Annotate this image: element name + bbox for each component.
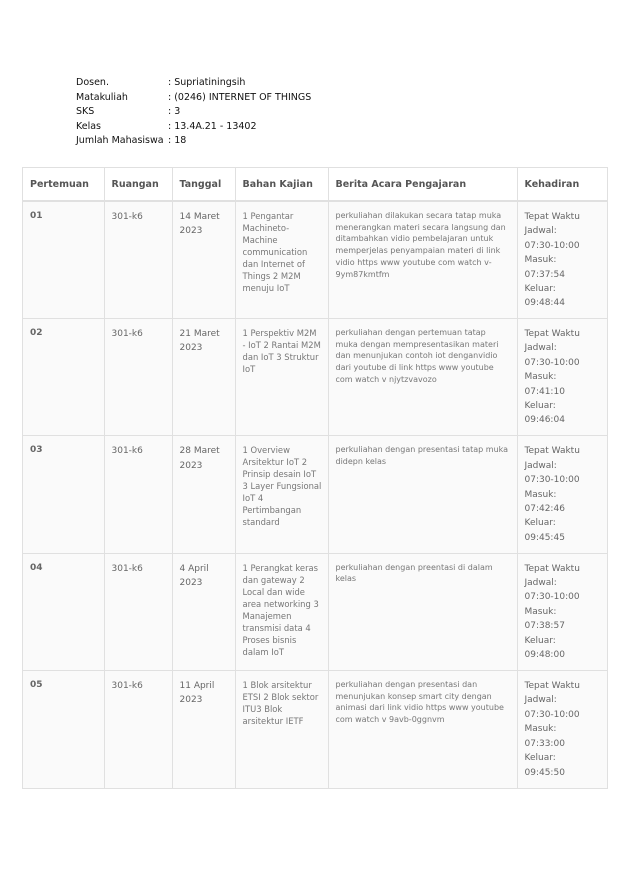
info-row-kelas [76, 120, 311, 135]
attend-in-label: Masuk: [524, 372, 557, 383]
cell-bahan-kajian: 1 Blok arsitektur ETSI 2 Blok sektor ITU3 Blok arsitektur IETF [235, 671, 328, 788]
table-header-row [23, 168, 607, 201]
cell-pertemuan: 03 [23, 436, 104, 553]
cell-ruangan: 301-k6 [104, 318, 172, 435]
attend-schedule: 07:30-10:00 [524, 240, 580, 251]
cell-kehadiran [517, 436, 607, 553]
attend-in: 07:33:00 [524, 738, 565, 749]
attend-status: Tepat Waktu [524, 212, 580, 222]
info-value: : Supriatiningsih [168, 77, 246, 88]
attend-in-label: Masuk: [524, 606, 557, 617]
header-pertemuan: Pertemuan [23, 168, 104, 201]
attend-schedule: 07:30-10:00 [524, 709, 580, 720]
attend-out-label: Keluar: [524, 635, 556, 646]
cell-pertemuan: 01 [23, 201, 104, 318]
attend-schedule-label: Jadwal: [524, 578, 557, 589]
cell-kehadiran [517, 671, 607, 788]
attend-status: Tepat Waktu [524, 563, 580, 574]
header-tanggal: Tanggal [172, 168, 235, 201]
info-label: Jumlah Mahasiswa [76, 135, 164, 146]
cell-bahan-kajian: 1 Overview Arsitektur IoT 2 Prinsip desain IoT 3 Layer Fungsional IoT 4 Pertimbangan standard [235, 436, 328, 553]
cell-pertemuan: 02 [23, 318, 104, 435]
attend-schedule-label: Jadwal: [524, 226, 557, 237]
info-row-sks [76, 105, 311, 120]
cell-ruangan: 301-k6 [104, 671, 172, 788]
cell-pertemuan: 04 [23, 553, 104, 670]
table-row [23, 671, 607, 788]
header-ruangan: Ruangan [104, 168, 172, 201]
attend-out: 09:48:44 [524, 298, 565, 309]
info-value: : 3 [168, 106, 181, 117]
attend-schedule-label: Jadwal: [524, 460, 557, 471]
attend-out-label: Keluar: [524, 400, 556, 411]
info-row-matakuliah [76, 91, 311, 106]
attend-in: 07:37:54 [524, 269, 565, 280]
info-value: : 13.4A.21 - 13402 [168, 120, 257, 132]
info-label: Matakuliah [76, 91, 128, 103]
info-label: Dosen. [76, 77, 109, 88]
cell-berita-acara: perkuliahan dengan presentasi dan menunjukan konsep smart city dengan animasi dari link vidio https www youtube com watch v 9avb-0ggnvm [328, 671, 517, 788]
attend-status: Tepat Waktu [524, 681, 580, 692]
cell-berita-acara: perkuliahan dilakukan secara tatap muka menerangkan materi secara langsung dan ditambahkan vidio pembelajaran untuk memperjelas penyampaian materi di link vidio https www youtube com watch v-9ym87kmtfm [328, 201, 517, 318]
cell-tanggal: 21 Maret 2023 [172, 318, 235, 435]
cell-kehadiran [517, 318, 607, 435]
cell-pertemuan: 05 [30, 680, 43, 691]
cell-berita-acara: perkuliahan dengan pertemuan tatap muka dengan mempresentasikan materi dan menunjukan contoh iot denganvidio dari youtube di link https www youtube com watch v njytzvavozo [328, 318, 517, 435]
attend-in: 07:41:10 [524, 386, 565, 397]
attend-in-label: Masuk: [524, 724, 557, 735]
cell-kehadiran [517, 201, 607, 318]
header-bahan-kajian: Bahan Kajian [235, 168, 328, 201]
cell-tanggal: 11 April 2023 [172, 671, 235, 788]
cell-bahan-kajian: 1 Pengantar Machineto-Machine communication dan Internet of Things 2 M2M menuju IoT [235, 201, 328, 318]
info-value: : 18 [168, 135, 187, 146]
attend-in: 07:42:46 [524, 503, 565, 514]
info-row-jumlah-mahasiswa [76, 134, 311, 149]
attend-schedule-label: Jadwal: [524, 343, 557, 354]
table-row [23, 436, 607, 553]
attend-out-label: Keluar: [524, 284, 556, 295]
header-kehadiran: Kehadiran [517, 168, 607, 201]
attend-out: 09:48:00 [524, 650, 565, 661]
attend-status: Tepat Waktu [524, 328, 580, 339]
course-info [76, 76, 311, 149]
table-row [23, 201, 607, 318]
cell-berita-acara: perkuliahan dengan presentasi tatap muka didepn kelas [328, 436, 517, 553]
cell-tanggal: 14 Maret 2023 [172, 201, 235, 318]
attend-out: 09:45:50 [524, 767, 565, 778]
table-row [23, 553, 607, 670]
attend-schedule: 07:30-10:00 [524, 357, 580, 368]
cell-berita-acara: perkuliahan dengan preentasi di dalam kelas [328, 553, 517, 670]
attend-out-label: Keluar: [524, 753, 556, 764]
cell-ruangan: 301-k6 [104, 201, 172, 318]
attend-in-label: Masuk: [524, 489, 557, 500]
cell-bahan-kajian: 1 Perangkat keras dan gateway 2 Local dan wide area networking 3 Manajemen transmisi data 4 Proses bisnis dalam IoT [235, 553, 328, 670]
cell-bahan-kajian: 1 Perspektiv M2M - IoT 2 Rantai M2M dan IoT 3 Struktur IoT [235, 318, 328, 435]
attend-schedule: 07:30-10:00 [524, 475, 580, 486]
attend-out-label: Keluar: [524, 518, 556, 529]
cell-kehadiran [517, 553, 607, 670]
info-value: : (0246) INTERNET OF THINGS [168, 91, 312, 103]
cell-ruangan: 301-k6 [104, 436, 172, 553]
info-row-dosen [76, 76, 311, 91]
cell-tanggal: 4 April 2023 [172, 553, 235, 670]
info-label: SKS [76, 106, 95, 117]
attend-in-label: Masuk: [524, 255, 557, 266]
attendance-table [22, 167, 608, 789]
header-berita-acara: Berita Acara Pengajaran [328, 168, 517, 201]
attend-out: 09:46:04 [524, 415, 565, 426]
attend-schedule-label: Jadwal: [524, 695, 557, 706]
cell-ruangan: 301-k6 [104, 553, 172, 670]
attend-out: 09:45:45 [524, 532, 565, 543]
info-label: Kelas [76, 120, 102, 132]
attend-schedule: 07:30-10:00 [524, 592, 580, 603]
table-row [23, 318, 607, 435]
attend-in: 07:38:57 [524, 621, 565, 632]
attend-status: Tepat Waktu [524, 446, 580, 457]
cell-tanggal: 28 Maret 2023 [172, 436, 235, 553]
